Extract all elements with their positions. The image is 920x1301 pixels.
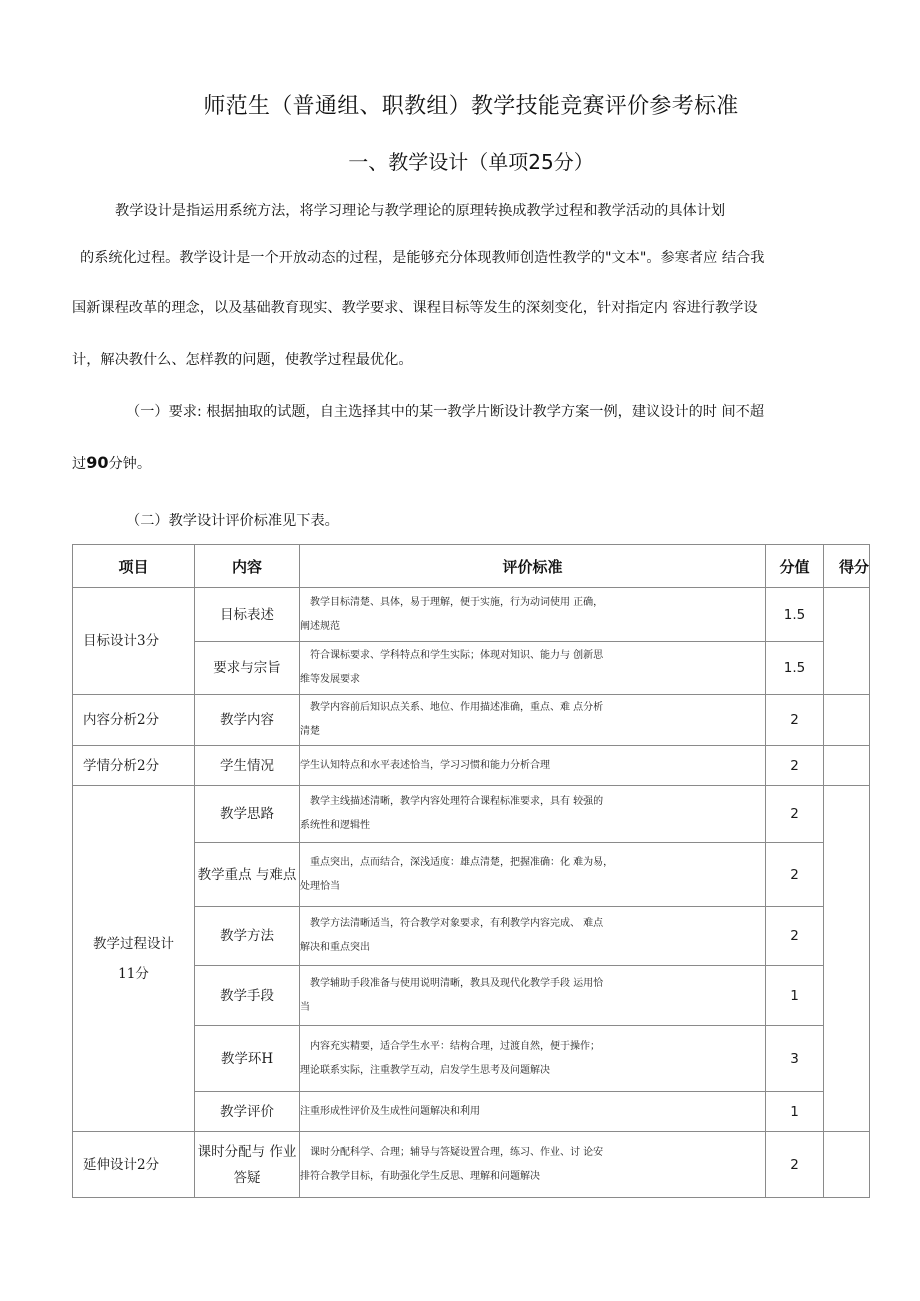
header-item: 项目 — [73, 545, 195, 588]
content-cell: 目标表述 — [195, 588, 300, 642]
score-value-cell: 2 — [766, 695, 824, 746]
table-intro: （二）教学设计评价标准见下表。 — [126, 513, 339, 529]
criteria-cell: 符合课标要求、学科特点和学生实际；体现对知识、能力与 创新思 维等发展要求 — [300, 642, 766, 695]
evaluation-table — [72, 544, 870, 1198]
requirement-suffix: 分钟。 — [108, 456, 152, 472]
item-cell: 教学过程设计11分 — [73, 786, 195, 1132]
header-score-value: 分值 — [766, 545, 824, 588]
table-row — [73, 588, 870, 642]
table-header-row — [73, 545, 870, 588]
intro-line-4: 计，解决教什么、怎样教的问题，使教学过程最优化。 — [72, 352, 413, 368]
section-heading: 一、教学设计（单项25分） — [348, 150, 594, 174]
score-value-cell: 3 — [766, 1026, 824, 1092]
table-row — [73, 786, 870, 843]
score-value-cell: 2 — [766, 907, 824, 966]
score-value-cell: 1.5 — [766, 642, 824, 695]
table-row — [73, 746, 870, 786]
content-cell: 教学方法 — [195, 907, 300, 966]
header-content: 内容 — [195, 545, 300, 588]
content-cell: 课时分配与 作业答疑 — [195, 1132, 300, 1198]
item-cell: 延伸设计2分 — [73, 1132, 195, 1198]
content-cell: 教学评价 — [195, 1092, 300, 1132]
score-value-cell: 1 — [766, 1092, 824, 1132]
criteria-cell: 教学内容前后知识点关系、地位、作用描述准确，重点、难 点分析 清楚 — [300, 695, 766, 746]
criteria-cell: 教学主线描述清晰，教学内容处理符合课程标准要求，具有 较强的 系统性和逻辑性 — [300, 786, 766, 843]
content-cell: 教学重点 与难点 — [195, 843, 300, 907]
table-row — [73, 1132, 870, 1198]
score-obtained-cell[interactable] — [824, 695, 870, 746]
criteria-cell: 重点突出，点而结合，深浅适度：雄点清楚，把握准确：化 难为易， 处理恰当 — [300, 843, 766, 907]
intro-line-1: 教学设计是指运用系统方法，将学习理论与教学理论的原理转换成教学过程和教学活动的具体计划 — [115, 203, 726, 219]
item-cell: 内容分析2分 — [73, 695, 195, 746]
score-value-cell: 2 — [766, 786, 824, 843]
criteria-cell: 课时分配科学、合理；辅导与答疑设置合理，练习、作业、讨 论安 排符合教学目标，有助强化学生反思、理解和问题解决 — [300, 1132, 766, 1198]
score-value-cell: 2 — [766, 843, 824, 907]
content-cell: 教学手段 — [195, 966, 300, 1026]
score-value-cell: 2 — [766, 746, 824, 786]
header-criteria: 评价标准 — [300, 545, 766, 588]
score-value-cell: 1 — [766, 966, 824, 1026]
score-value-cell: 2 — [766, 1132, 824, 1198]
score-obtained-cell[interactable] — [824, 746, 870, 786]
score-value-cell: 1.5 — [766, 588, 824, 642]
document-title: 师范生（普通组、职教组）教学技能竞赛评价参考标准 — [203, 94, 739, 119]
intro-line-3: 国新课程改革的理念，以及基础教育现实、教学要求、课程目标等发生的深刻变化，针对指定内 容进行教学设 — [72, 300, 758, 316]
criteria-cell: 注重形成性评价及生成性问题解决和利用 — [300, 1092, 766, 1132]
header-score-obtained: 得分 — [824, 545, 870, 588]
criteria-cell: 学生认知特点和水平表述恰当，学习习惯和能力分析合理 — [300, 746, 766, 786]
requirement-minutes: 90 — [86, 453, 109, 472]
criteria-cell: 教学目标清楚、具体，易于理解，便于实施，行为动词使用 正确， 阐述规范 — [300, 588, 766, 642]
score-obtained-cell[interactable] — [824, 1132, 870, 1198]
requirement-line-2 — [72, 453, 872, 474]
requirement-prefix: 过 — [72, 456, 87, 472]
score-obtained-cell[interactable] — [824, 786, 870, 1132]
criteria-cell: 教学辅助手段准备与使用说明清晰，教具及现代化教学手段 运用恰 当 — [300, 966, 766, 1026]
content-cell: 教学思路 — [195, 786, 300, 843]
requirement-line-1: （一）要求: 根据抽取的试题，自主选择其中的某一教学片断设计教学方案一例，建议设计的时 间不超 — [126, 404, 765, 420]
content-cell: 教学环H — [195, 1026, 300, 1092]
score-obtained-cell[interactable] — [824, 588, 870, 695]
criteria-cell: 内容充实精要，适合学生水平：结构合理，过渡自然，便于操作； 理论联系实际，注重教学互动，启发学生思考及问题解决 — [300, 1026, 766, 1092]
content-cell: 学生情况 — [195, 746, 300, 786]
content-cell: 教学内容 — [195, 695, 300, 746]
item-cell: 目标设计3分 — [73, 588, 195, 695]
intro-line-2: 的系统化过程。教学设计是一个开放动态的过程，是能够充分体现教师创造性教学的"文本"。参寒者应 结合我 — [80, 250, 765, 266]
item-cell: 学情分析2分 — [73, 746, 195, 786]
criteria-cell: 教学方法清晰适当，符合教学对象要求，有利教学内容完成、 难点 解决和重点突出 — [300, 907, 766, 966]
content-cell: 要求与宗旨 — [195, 642, 300, 695]
table-row — [73, 695, 870, 746]
